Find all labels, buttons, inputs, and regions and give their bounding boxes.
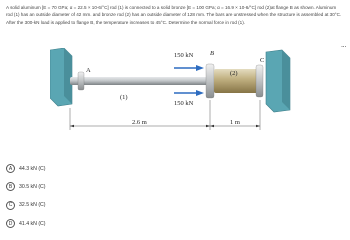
question-text: A solid aluminum [E = 70 GPa; α = 22.5 × 10-6/°C] rod (1) is connected to a solid bronze [E = 100 GPa; α = 16.9 × 10-6/°C] rod (2)at flange B as shown. Aluminum rod (1) has an outside diameter of 42 mm. and bronze rod (2) has an outside diameter of 128 mm. The bars are unstressed when the structure is assembled at 30°C. After the 300-kN load is applied to flange B, the temperature increases to 45°C. Determine the normal force in rod (1). [6,5,342,25]
load-top-label: 150 kN [174,52,194,59]
option-d[interactable] [6,218,46,229]
option-c[interactable] [6,200,46,211]
option-c-letter: C [6,201,15,210]
problem-figure [50,48,310,140]
label-c: C [260,57,265,64]
flange-c [256,65,263,97]
label-a: A [86,67,91,74]
flange-a [78,72,84,90]
option-a-letter: A [6,164,15,173]
aluminum-rod [70,77,208,85]
option-d-letter: D [6,219,15,228]
label-rod1: (1) [120,94,128,101]
option-d-text: 41.4 kN (C) [19,220,46,227]
label-rod2: (2) [230,70,238,77]
answer-options [6,163,46,237]
more-options-icon[interactable]: ... [340,40,346,49]
dimension-rod1-label: 2.6 m [132,119,147,126]
load-bottom-label: 150 kN [174,100,194,107]
option-b[interactable] [6,181,46,192]
option-b-text: 30.5 kN (C) [19,183,46,190]
option-b-letter: B [6,182,15,191]
load-arrow-bottom [174,90,204,96]
label-b: B [210,50,214,57]
flange-b [206,64,214,98]
dimension-rod2-label: 1 m [230,119,240,126]
option-c-text: 32.5 kN (C) [19,202,46,209]
option-a[interactable] [6,163,46,174]
load-arrow-top [174,65,204,71]
option-a-text: 44.3 kN (C) [19,165,46,172]
rod-diagram [50,48,310,140]
